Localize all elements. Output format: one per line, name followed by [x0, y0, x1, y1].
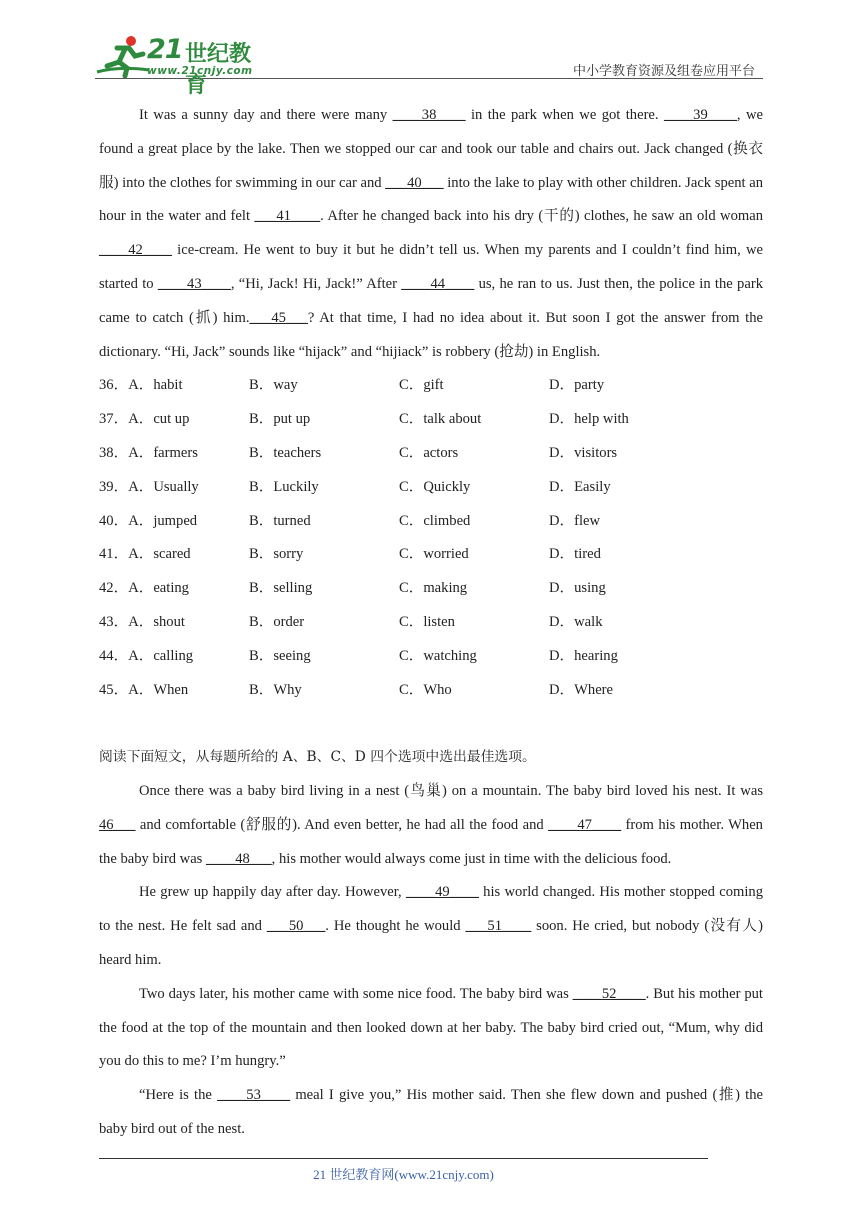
option-b: B．seeing	[249, 647, 311, 664]
option-a: 38．A．farmers	[99, 444, 198, 461]
passage-2-paragraph: “Here is the ____53____ meal I give you,” His mother said. Then she flew down and pushed (推) the baby bird out of the nest.	[99, 1087, 764, 1137]
option-b: B．way	[249, 377, 298, 394]
option-d: D．party	[549, 377, 605, 394]
option-c: C．Quickly	[399, 478, 471, 495]
option-d: D．Easily	[549, 478, 611, 495]
option-c: C．actors	[399, 444, 459, 461]
option-c: C．listen	[399, 613, 455, 630]
option-a: 44．A．calling	[99, 647, 194, 664]
logo-number: 21	[147, 34, 183, 65]
header-slogan: 中小学教育资源及组卷应用平台	[572, 64, 755, 79]
logo-chinese-name: 世纪教育	[185, 42, 252, 98]
option-a: 42．A．eating	[99, 580, 189, 597]
option-b: B．sorry	[249, 546, 304, 563]
footer-divider	[99, 1158, 708, 1159]
runner-logo-icon	[95, 34, 151, 78]
document-content	[99, 99, 763, 1147]
question-options-row	[99, 606, 763, 640]
option-b: B．teachers	[249, 444, 322, 461]
option-d: D．flew	[549, 512, 601, 529]
option-b: B．selling	[249, 580, 313, 597]
passage-2	[99, 775, 763, 1147]
spacer	[99, 707, 763, 741]
question-options-row	[99, 471, 763, 505]
footer-text: 21 世纪教育网(www.21cnjy.com)	[313, 1167, 494, 1182]
option-c: C．worried	[399, 546, 469, 563]
option-c: C．gift	[399, 377, 444, 394]
option-d: D．walk	[549, 613, 603, 630]
passage-2-paragraph: Two days later, his mother came with some nice food. The baby bird was ____52____. But his mother put the food at the top of the mountain and then looked down at her baby. The baby bird cried out, “Mum, why did you do this to me? I’m hungry.”	[99, 985, 763, 1070]
passage-2-paragraph: Once there was a baby bird living in a nest (鸟巢) on a mountain. The baby bird loved his nest. It was 46___ and comfortable (舒服的). And even better, he had all the food and ____47____ from his mother. When the baby bird was ____48___, his mother would always come just in time with the delicious food.	[99, 782, 763, 867]
question-options-row	[99, 538, 763, 572]
option-b: B．Luckily	[249, 478, 319, 495]
question-options-row	[99, 403, 763, 437]
option-d: D．tired	[549, 546, 601, 563]
option-a: 36．A．habit	[99, 377, 183, 394]
question-options-row	[99, 369, 763, 403]
option-a: 39．A．Usually	[99, 478, 199, 495]
logo-url: www.21cnjy.com	[147, 65, 253, 77]
option-c: C．watching	[399, 647, 477, 664]
option-b: B．turned	[249, 512, 311, 529]
option-d: D．help with	[549, 411, 629, 428]
option-c: C．climbed	[399, 512, 471, 529]
page-header	[95, 30, 763, 98]
question-options-row	[99, 505, 763, 539]
option-a: 45．A．When	[99, 681, 189, 698]
option-d: D．visitors	[549, 444, 618, 461]
instruction: 阅读下面短文，从每题所给的 A、B、C、D 四个选项中选出最佳选项。	[99, 749, 536, 766]
option-a: 41．A．scared	[99, 546, 191, 563]
option-d: D．Where	[549, 681, 614, 698]
option-a: 43．A．shout	[99, 613, 185, 630]
answer-blank: ___41____	[254, 208, 321, 225]
question-options-row	[99, 437, 763, 471]
answer-blank: ____42____	[99, 242, 172, 259]
answer-blank: ____47____	[548, 816, 622, 833]
option-c: C．Who	[399, 681, 452, 698]
logo	[95, 34, 270, 98]
option-a: 37．A．cut up	[99, 411, 190, 428]
passage-1-paragraph: It was a sunny day and there were many ____38____ in the park when we got there. ____39____, we found a great place by the lake. Then we stopped our car and took our table and chairs out. Jack changed (换衣服) into the clothes for swimming in our car and ___40___ into the lake to play with other children. Jack spent an hour in the water and felt ___41____. After he changed back into his dry (干的) clothes, he saw an old woman ____42____ ice-cream. He went to buy it but he didn’t tell us. When my parents and I couldn’t find him, we started to ____43____, “Hi, Jack! Hi, Jack!” After ____44____ us, he ran to us. Just then, the police in the park came to catch (抓) him.___45___? At that time, I had no idea about it. But soon I got the answer from the dictionary. “Hi, Jack” sounds like “hijack” and “hijiack” is robbery (抢劫) in English.	[99, 107, 764, 360]
answer-blank: ___51____	[465, 918, 532, 935]
answer-blank: ____48___	[206, 850, 272, 867]
answer-blank: ____49____	[405, 884, 479, 901]
option-b: B．Why	[249, 681, 302, 698]
option-c: C．talk about	[399, 411, 482, 428]
answer-blank: ____39____	[663, 107, 737, 123]
answer-blank: ____52____	[572, 985, 646, 1002]
option-b: B．put up	[249, 411, 311, 428]
question-options-row	[99, 572, 763, 606]
answer-blank: ____43____	[157, 275, 231, 292]
question-options-row	[99, 674, 763, 708]
answer-blank: ___50___	[266, 918, 326, 935]
option-d: D．hearing	[549, 647, 618, 664]
option-d: D．using	[549, 580, 606, 597]
question-options-row	[99, 640, 763, 674]
answer-blank: ___40___	[385, 174, 444, 191]
answer-blank: ____38____	[392, 107, 466, 123]
passage-2-paragraph: He grew up happily day after day. However, ____49____ his world changed. His mother stopped coming to the nest. He felt sad and ___50___. He thought he would ___51____ soon. He cried, but nobody (没有人) heard him.	[99, 884, 764, 968]
options-list-1	[99, 369, 763, 707]
passage-1	[99, 99, 763, 369]
answer-blank: ____53____	[217, 1087, 291, 1104]
option-c: C．making	[399, 580, 468, 597]
option-b: B．order	[249, 613, 305, 630]
answer-blank: ___45___	[249, 309, 308, 326]
answer-blank: 46___	[99, 816, 136, 833]
answer-blank: ____44____	[401, 275, 475, 292]
option-a: 40．A．jumped	[99, 512, 198, 529]
